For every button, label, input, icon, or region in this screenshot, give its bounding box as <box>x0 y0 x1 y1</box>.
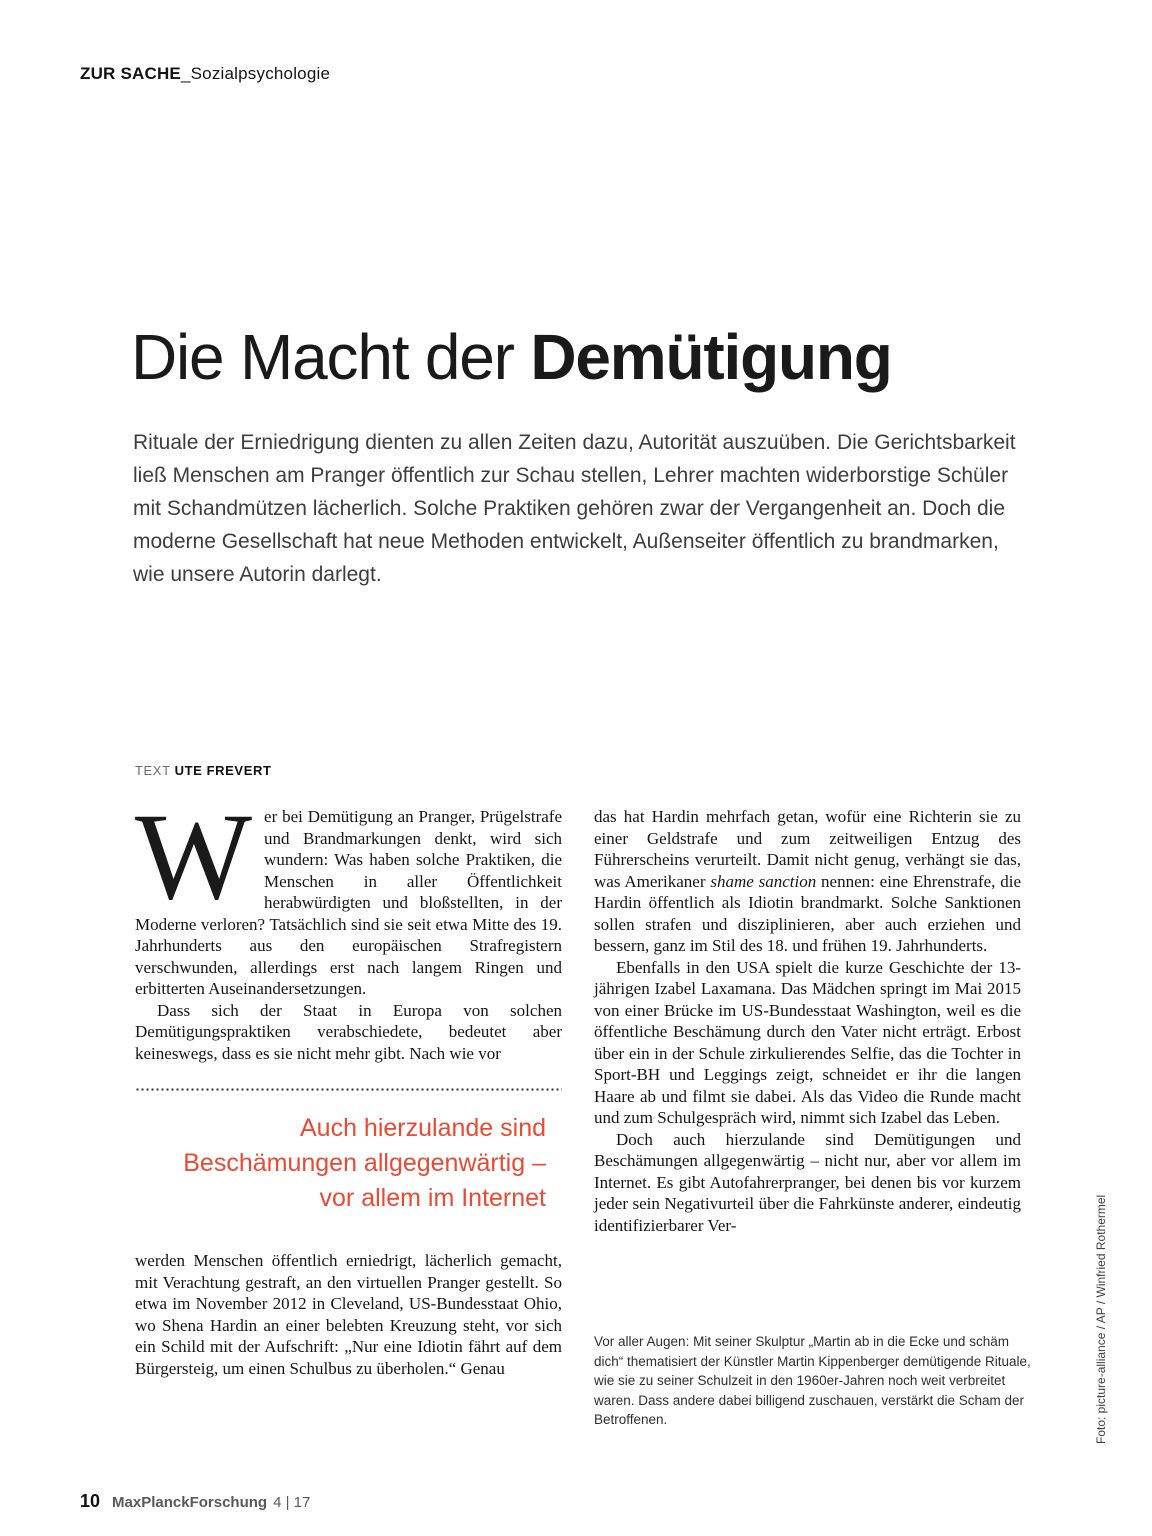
pull-quote <box>135 1111 562 1216</box>
kicker-topic-label: _Sozialpsychologie <box>180 64 331 83</box>
paragraph-right-1-pre: das hat Hardin mehrfach getan, wofür eine Richterin sie zu einer Geldstrafe und zum zeitweiligen Entzug des Führerscheins verurteilt. Damit nicht genug, verhängt sie das, was Amerikaner <box>594 807 1021 891</box>
article-title-bold: Demütigung <box>530 321 892 393</box>
paragraph-right-1-italic: shame sanction <box>710 871 817 891</box>
column-right <box>594 806 1021 1236</box>
paragraph-right-3: Doch auch hierzulande sind Demütigungen und Beschämungen allgegenwärtig – nicht nur, aber vor allem im Internet. Es gibt Autofahrerpranger, bei denen bis vor kurzem jeder sein Negativurteil über die Fahrkünste anderer, eindeutig identifizierbarer Ver- <box>594 1129 1021 1235</box>
article-intro: Rituale der Erniedrigung dienten zu allen Zeiten dazu, Autorität auszuüben. Die Gerichtsbarkeit ließ Menschen am Pranger öffentlich zur Schau stellen, Lehrer machten widerborstige Schüler mit Schandmützen lächerlich. Solche Praktiken gehören zwar der Vergangenheit an. Doch die moderne Gesellschaft hat neue Methoden entwickelt, Außenseiter öffentlich zu brandmarken, wie unsere Autorin darlegt. <box>133 431 1016 586</box>
article-title-light: Die Macht der <box>131 321 531 393</box>
column-left <box>135 788 562 1379</box>
byline-author: UTE FREVERT <box>174 763 272 778</box>
photo-credit: Foto: picture-alliance / AP / Winfried Rothermel <box>1094 1194 1108 1444</box>
pull-quote-line-1: Auch hierzulande sind <box>300 1114 546 1142</box>
byline-label: TEXT <box>135 763 171 778</box>
article-title <box>131 320 892 394</box>
paragraph-left-3: werden Menschen öffentlich erniedrigt, lächerlich gemacht, mit Verachtung gestraft, an den virtuellen Pranger gestellt. So etwa im November 2012 in Cleveland, US-Bundesstaat Ohio, wo Shena Hardin an einer belebten Kreuzung steht, vor sich ein Schild mit der Aufschrift: „Nur eine Idiotin fährt auf dem Bürgersteig, um einen Schulbus zu überholen.“ Genau <box>135 1251 562 1378</box>
byline <box>135 763 272 778</box>
paragraph-left-1-text: er bei Demütigung an Pranger, Prügelstrafe und Brandmarkungen denkt, wird sich wundern: Was haben solche Praktiken, die Menschen in aller Öffentlichkeit herabwürdigten und bloßstellten, in der Moderne verloren? Tatsächlich sind sie seit etwa Mitte des 19. Jahrhunderts aus den europäischen Strafregistern verschwunden, allerdings erst nach langem Ringen und erbitterten Auseinandersetzungen. <box>135 807 562 998</box>
photo-caption: Vor aller Augen: Mit seiner Skulptur „Martin ab in die Ecke und schäm dich“ thematisiert der Künstler Martin Kippenberger demütigende Rituale, wie sie zu seiner Schulzeit in den 1960er-Jahren noch weit verbreitet waren. Dass andere dabei billigend zuschauen, verstärkt die Scham der Betroffenen. <box>594 1334 1031 1427</box>
pull-quote-line-2: Beschämungen allgegenwärtig – <box>183 1149 546 1177</box>
page-number: 10 <box>80 1491 101 1511</box>
dotted-divider <box>135 1088 562 1091</box>
kicker-section-label: ZUR SACHE <box>80 64 181 83</box>
paragraph-right-2: Ebenfalls in den USA spielt die kurze Geschichte der 13-jährigen Izabel Laxamana. Das Mädchen springt im Mai 2015 von einer Brücke im US-Bundesstaat Washington, weil es die öffentliche Beschämung durch den Vater nicht erträgt. Erbost über ein in der Schule zirkulierendes Selfie, das die Tochter in Sport-BH und Leggings zeigt, schneidet er ihr die langen Haare ab und filmt sie dabei. Als das Video die Runde macht und zum Schulgespräch wird, nimmt sich Izabel das Leben. <box>594 957 1021 1127</box>
paragraph-right-1-post: nennen: eine Ehrenstrafe, die Hardin öffentlich als Idiotin brandmarkt. Solche Sanktionen sollen strafen und disziplinieren, aber auch erziehen und bessern, ganz im Stil des 18. und frühen 19. Jahrhunderts. <box>594 871 1022 955</box>
pull-quote-line-3: vor allem im Internet <box>319 1184 546 1212</box>
issue-number: 4 | 17 <box>273 1494 311 1511</box>
dropcap: W <box>135 788 253 925</box>
paragraph-left-2: Dass sich der Staat in Europa von solchen Demütigungspraktiken verabschiedete, bedeutet aber keineswegs, dass es sie nicht mehr gibt. Nach wie vor <box>135 1000 562 1063</box>
paragraph-left-1 <box>135 788 562 1000</box>
magazine-name: MaxPlanckForschung <box>112 1494 268 1511</box>
section-kicker <box>80 64 330 84</box>
paragraph-right-1 <box>594 806 1021 957</box>
page-footer <box>80 1491 310 1512</box>
